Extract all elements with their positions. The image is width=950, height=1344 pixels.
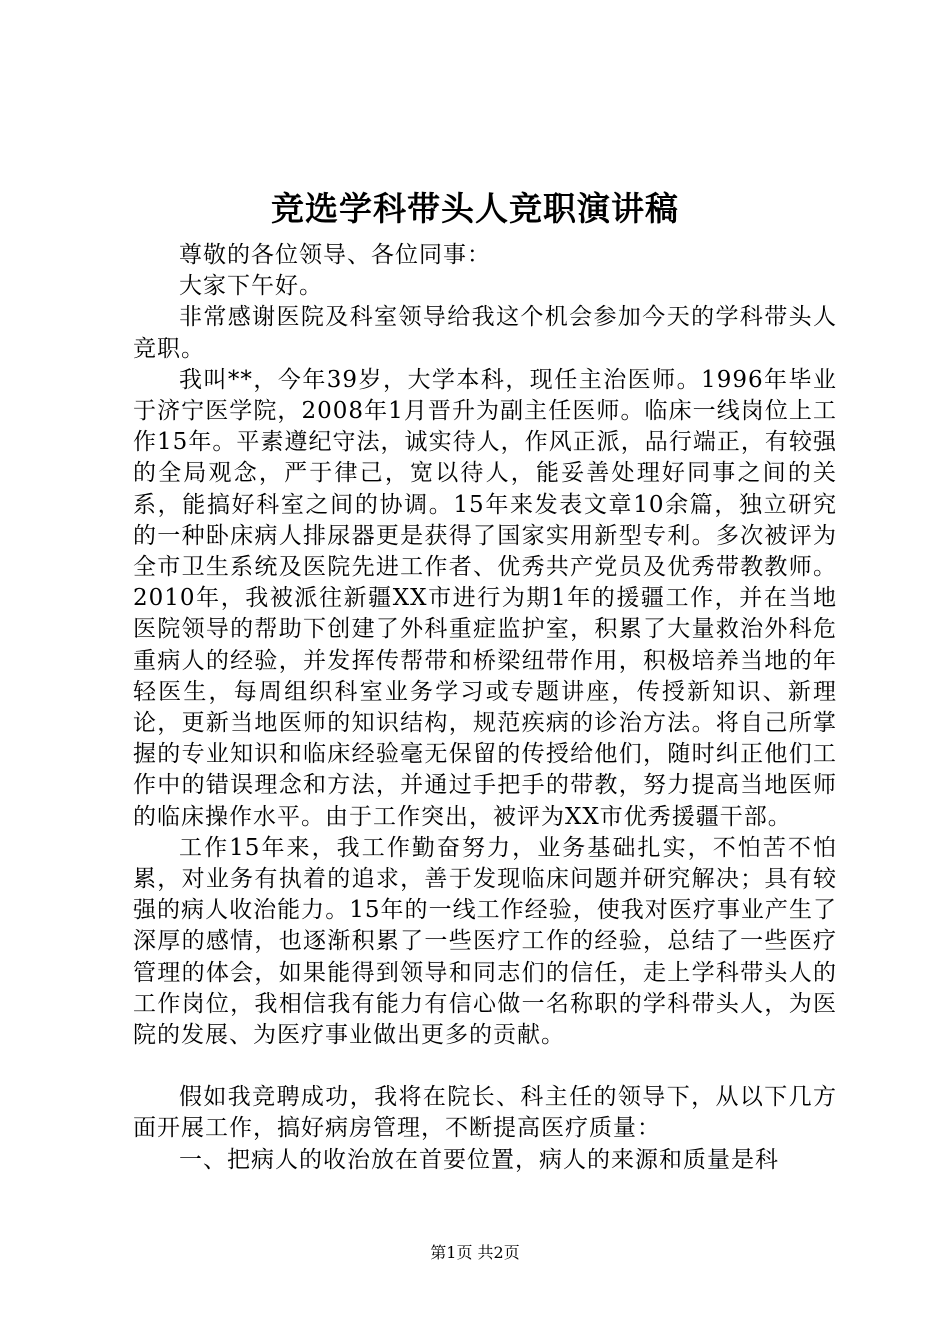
experience-paragraph: 工作15年来，我工作勤奋努力，业务基础扎实，不怕苦不怕累，对业务有执着的追求，善于发现临床问题并研究解决；具有较强的病人收治能力。15年的一线工作经验，使我对医疗事业产生了深厚的感情，也逐渐积累了一些医疗工作的经验，总结了一些医疗管理的体会，如果能得到领导和同志们的信任，走上学科带头人的工作岗位，我相信我有能力有信心做一名称职的学科带头人，为医院的发展、为医疗事业做出更多的贡献。 <box>133 834 837 1049</box>
document-body <box>133 240 837 1176</box>
document-title: 竞选学科带头人竞职演讲稿 <box>271 189 679 228</box>
greeting-paragraph: 大家下午好。 <box>179 273 323 300</box>
plan-item-paragraph: 一、把病人的收治放在首要位置，病人的来源和质量是科 <box>179 1146 779 1173</box>
salutation-paragraph: 尊敬的各位领导、各位同事： <box>179 242 491 268</box>
plan-intro-paragraph: 假如我竞聘成功，我将在院长、科主任的领导下，从以下几方面开展工作，搞好病房管理，不断提高医疗质量： <box>133 1084 837 1142</box>
introduction-paragraph: 我叫**，今年39岁，大学本科，现任主治医师。1996年毕业于济宁医学院，2008年1月晋升为副主任医师。临床一线岗位上工作15年。平素遵纪守法，诚实待人，作风正派，品行端正，有较强的全局观念，严于律己，宽以待人，能妥善处理好同事之间的关系，能搞好科室之间的协调。15年来发表文章10余篇，独立研究的一种卧床病人排尿器更是获得了国家实用新型专利。多次被评为全市卫生系统及医院先进工作者、优秀共产党员及优秀带教教师。2010年，我被派往新疆XX市进行为期1年的援疆工作，并在当地医院领导的帮助下创建了外科重症监护室，积累了大量救治外科危重病人的经验，并发挥传帮带和桥梁纽带作用，积极培养当地的年轻医生，每周组织科室业务学习或专题讲座，传授新知识、新理论，更新当地医师的知识结构，规范疾病的诊治方法。将自己所掌握的专业知识和临床经验毫无保留的传授给他们，随时纠正他们工作中的错误理念和方法，并通过手把手的带教，努力提高当地医师的临床操作水平。由于工作突出，被评为XX市优秀援疆干部。 <box>133 366 837 830</box>
thanks-paragraph: 非常感谢医院及科室领导给我这个机会参加今天的学科带头人竞职。 <box>133 304 837 362</box>
page-footer: 第1页 共2页 <box>430 1243 520 1262</box>
